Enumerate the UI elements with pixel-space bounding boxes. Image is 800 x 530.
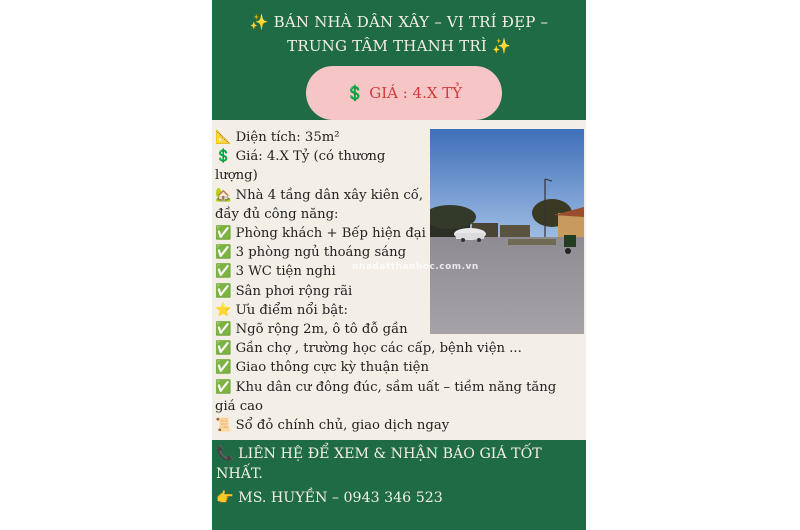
detail-wc: ✅ 3 WC tiện nghi <box>215 264 336 280</box>
highlight-amenities: ✅ Gần chợ , trường học các cấp, bệnh viện ... <box>215 341 522 357</box>
headline: ✨ BÁN NHÀ DÂN XÂY – VỊ TRÍ ĐẸP – TRUNG TÂM THANH TRÌ ✨ <box>249 13 549 55</box>
detail-bedrooms: ✅ 3 phòng ngủ thoáng sáng <box>215 245 407 261</box>
price-badge: 💲 GIÁ : 4.X TỶ <box>306 66 502 120</box>
highlights-heading: ⭐ Ưu điểm nổi bật: <box>215 302 348 318</box>
contact-cta: 📞 LIÊN HỆ ĐỂ XEM & NHẬN BÁO GIÁ TỐT NHẤT. <box>216 446 542 482</box>
detail-structure: 🏡 Nhà 4 tầng dân xây kiên cố, đầy đủ công năng: <box>215 187 424 222</box>
highlight-alley: ✅ Ngõ rộng 2m, ô tô đỗ gần <box>215 322 408 338</box>
contact-info <box>216 444 576 508</box>
listing-poster <box>212 0 586 530</box>
detail-drying-yard: ✅ Sân phơi rộng rãi <box>215 283 353 299</box>
highlight-community: ✅ Khu dân cư đông đúc, sầm uất – tiềm năng tăng giá cao <box>215 379 557 414</box>
detail-price: 💲 Giá: 4.X Tỷ (có thương lượng) <box>215 149 386 184</box>
property-details <box>215 128 557 435</box>
detail-living-kitchen: ✅ Phòng khách + Bếp hiện đại <box>215 226 426 242</box>
highlight-transport: ✅ Giao thông cực kỳ thuận tiện <box>215 360 429 376</box>
detail-red-book: 📜 Sổ đỏ chính chủ, giao dịch ngay <box>215 418 450 434</box>
watermark: nhadatthanhoc.com.vn <box>352 262 479 272</box>
contact-phone[interactable]: 👉 MS. HUYỀN – 0943 346 523 <box>216 490 443 506</box>
detail-area: 📐 Diện tích: 35m² <box>215 130 340 145</box>
street-photo <box>430 129 584 334</box>
